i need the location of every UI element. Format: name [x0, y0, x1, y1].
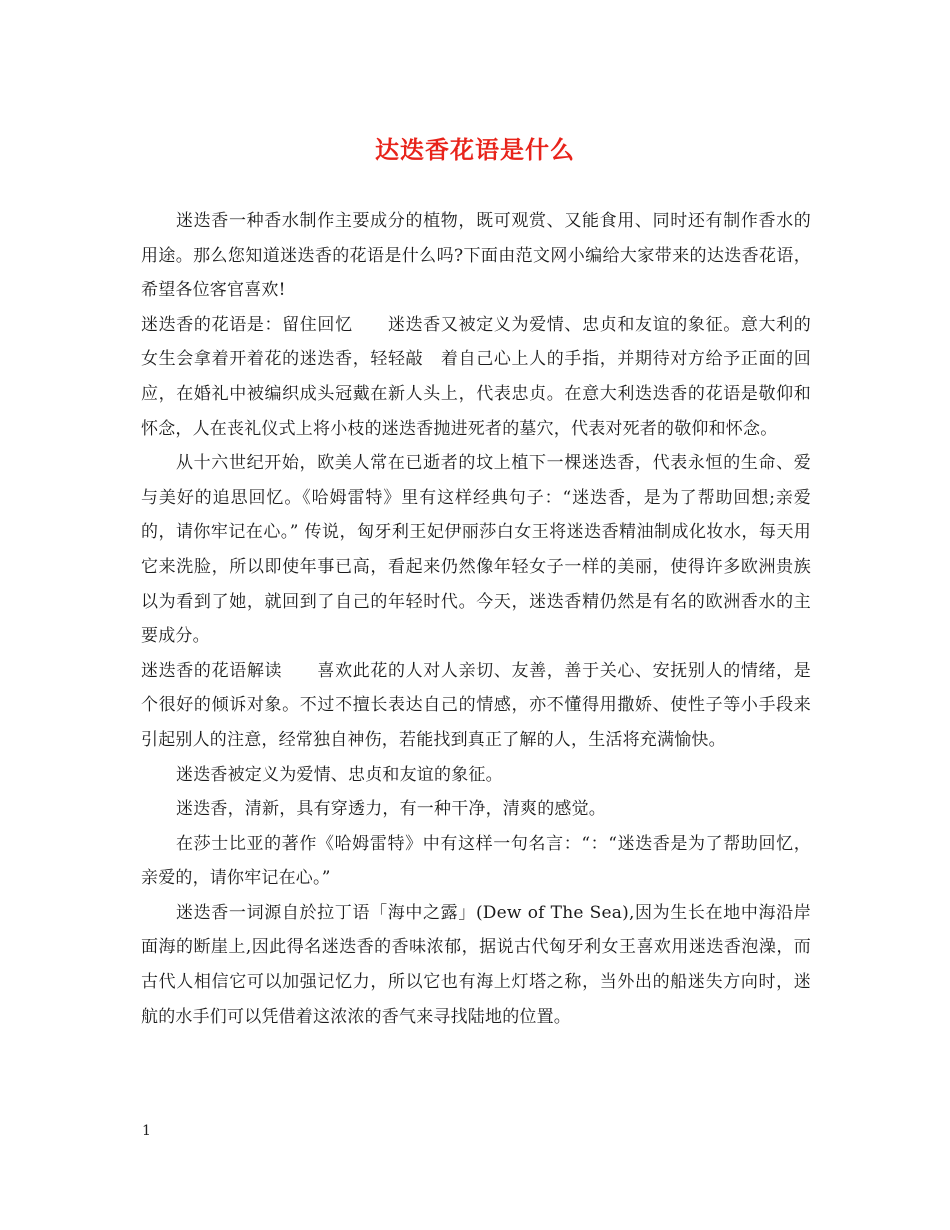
paragraph-fresh: 迷迭香，清新，具有穿透力，有一种干净，清爽的感觉。: [176, 799, 606, 820]
paragraph-intro: 迷迭香一种香水制作主要成分的植物，既可观赏、又能食用、同时还有制作香水的用途。那么您知道迷迭香的花语是什么吗?下面由范文网小编给大家带来的达迭香花语，希望各位客官喜欢!: [141, 211, 811, 301]
paragraph-symbol: 迷迭香被定义为爱情、忠贞和友谊的象征。: [176, 764, 503, 785]
paragraph-history: 从十六世纪开始，欧美人常在已逝者的坟上植下一棵迷迭香，代表永恒的生命、爱与美好的追思回忆。《哈姆雷特》里有这样经典句子：“迷迭香，是为了帮助回想;亲爱的，请你牢记在心。” 传说，匈牙利王妃伊丽莎白女王将迷迭香精油制成化妆水，每天用它来洗脸，所以即使年事已高，看起来仍然像年轻女子一样的美丽，使得许多欧洲贵族以为看到了她，就回到了自己的年轻时代。今天，迷迭香精仍然是有名的欧洲香水的主要成分。: [141, 453, 811, 647]
paragraph-interpretation: 迷迭香的花语解读 喜欢此花的人对人亲切、友善，善于关心、安抚别人的情绪，是个很好的倾诉对象。不过不擅长表达自己的情感，亦不懂得用撒娇、使性子等小手段来引起别人的注意，经常独自神伤，若能找到真正了解的人，生活将充满愉快。: [141, 660, 811, 750]
paragraph-shakespeare: 在莎士比亚的著作《哈姆雷特》中有这样一句名言：“：“迷迭香是为了帮助回忆，亲爱的，请你牢记在心。”: [141, 833, 811, 889]
paragraph-etymology: 迷迭香一词源自於拉丁语「海中之露」(Dew of The Sea),因为生长在地中海沿岸面海的断崖上,因此得名迷迭香的香味浓郁，据说古代匈牙利女王喜欢用迷迭香泡澡，而古代人相信它可以加强记忆力，所以它也有海上灯塔之称，当外出的船迷失方向时，迷航的水手们可以凭借着这浓浓的香气来寻找陆地的位置。: [141, 902, 811, 1027]
paragraph-flower-language: 迷迭香的花语是：留住回忆 迷迭香又被定义为爱情、忠贞和友谊的象征。意大利的女生会拿着开着花的迷迭香，轻轻敲 着自己心上人的手指，并期待对方给予正面的回应，在婚礼中被编织成头冠戴在新人头上，代表忠贞。在意大利迭迭香的花语是敬仰和怀念，人在丧礼仪式上将小枝的迷迭香抛进死者的墓穴，代表对死者的敬仰和怀念。: [141, 314, 811, 439]
page-number: 1: [142, 1123, 151, 1139]
document-title: 达迭香花语是什么: [375, 135, 575, 164]
document-body: [141, 204, 811, 1034]
